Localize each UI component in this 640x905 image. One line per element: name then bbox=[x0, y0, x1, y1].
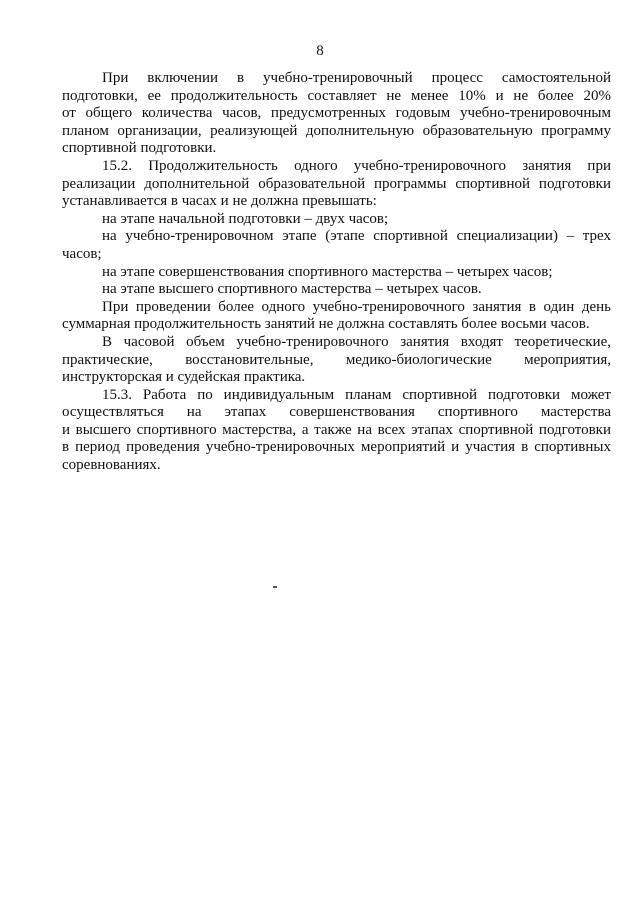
text-line: практические, восстановительные, медико-биологические мероприятия, bbox=[62, 351, 611, 368]
text-line: на учебно-тренировочном этапе (этапе спортивной специализации) – трех bbox=[102, 228, 611, 245]
text-line: на этапе высшего спортивного мастерства – четырех часов. bbox=[102, 281, 482, 298]
text-line: часов; bbox=[62, 245, 102, 262]
scan-speck bbox=[273, 586, 277, 588]
text-line: 15.2. Продолжительность одного учебно-тренировочного занятия при bbox=[102, 157, 611, 174]
text-line: При включении в учебно-тренировочный процесс самостоятельной bbox=[102, 70, 611, 86]
text-line: реализации дополнительной образовательной программы спортивной подготовки bbox=[62, 175, 611, 192]
paragraph bbox=[62, 334, 611, 387]
text-line: планом организации, реализующей дополнительную образовательную программу bbox=[62, 122, 611, 139]
paragraph bbox=[62, 281, 611, 299]
paragraph bbox=[62, 211, 611, 229]
paragraph bbox=[62, 158, 611, 211]
paragraph bbox=[62, 387, 611, 475]
text-line: суммарная продолжительность занятий не должна составлять более восьми часов. bbox=[62, 316, 590, 333]
text-line: 15.3. Работа по индивидуальным планам спортивной подготовки может bbox=[102, 386, 611, 403]
text-line: спортивной подготовки. bbox=[62, 140, 217, 157]
text-line: на этапе начальной подготовки – двух часов; bbox=[102, 210, 389, 227]
page-number: 8 bbox=[316, 43, 324, 59]
text-line: При проведении более одного учебно-тренировочного занятия в один день bbox=[102, 298, 611, 315]
text-line: соревнованиях. bbox=[62, 457, 161, 474]
paragraph bbox=[62, 228, 611, 263]
text-line: В часовой объем учебно-тренировочного занятия входят теоретические, bbox=[102, 333, 611, 350]
paragraph bbox=[62, 299, 611, 334]
document-body bbox=[62, 70, 611, 475]
paragraph bbox=[62, 70, 611, 158]
text-line: инструкторская и судейская практика. bbox=[62, 369, 306, 386]
text-line: на этапе совершенствования спортивного мастерства – четырех часов; bbox=[102, 263, 553, 280]
text-line: осуществляться на этапах совершенствования спортивного мастерства bbox=[62, 404, 611, 421]
text-line: в период проведения учебно-тренировочных мероприятий и участия в спортивных bbox=[62, 439, 611, 456]
text-line: устанавливается в часах и не должна превышать: bbox=[62, 193, 377, 210]
text-line: подготовки, ее продолжительность составляет не менее 10% и не более 20% bbox=[62, 87, 611, 104]
paragraph bbox=[62, 264, 611, 282]
text-line: и высшего спортивного мастерства, а также на всех этапах спортивной подготовки bbox=[62, 421, 611, 438]
text-line: от общего количества часов, предусмотренных годовым учебно-тренировочным bbox=[62, 105, 611, 122]
